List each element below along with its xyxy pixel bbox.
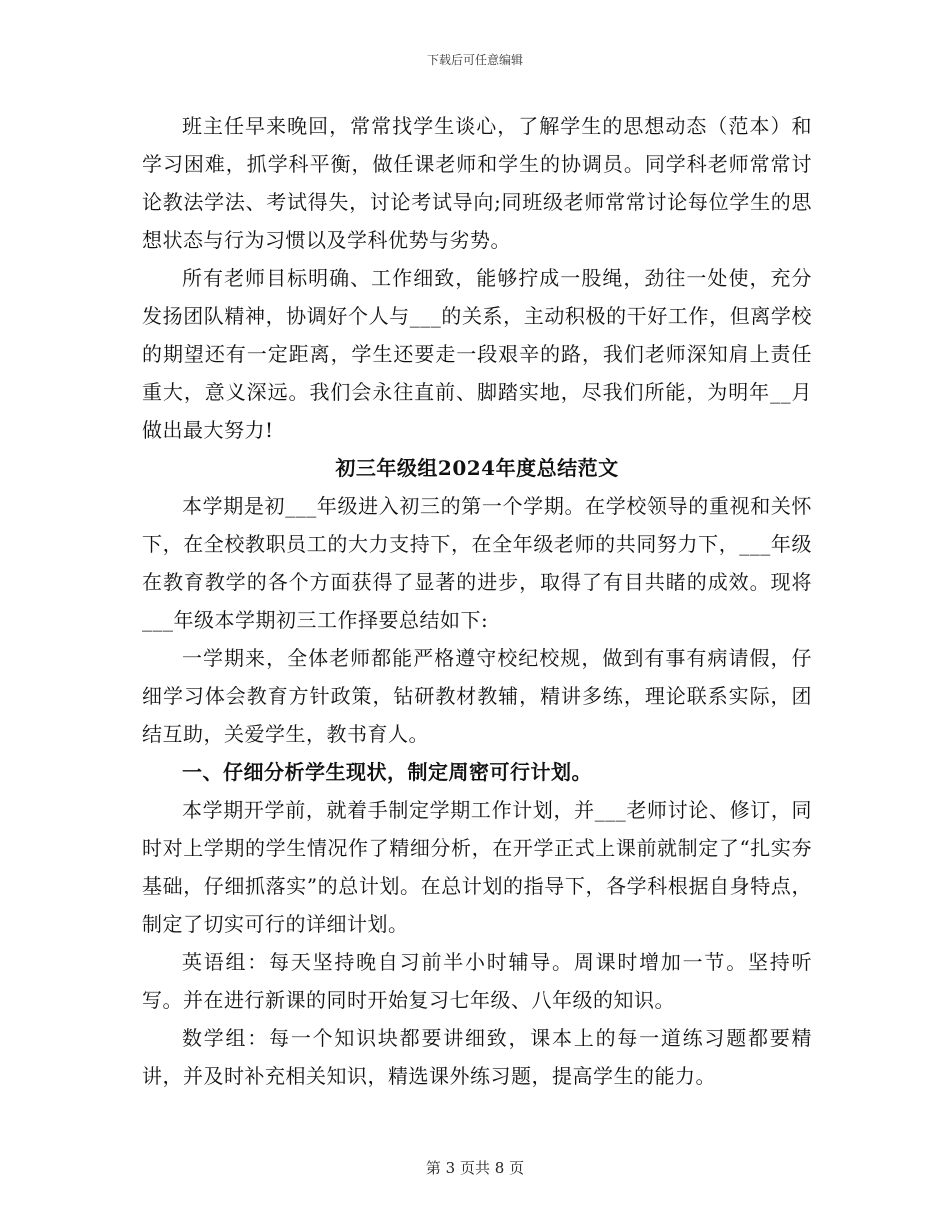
document-body [142,107,812,1095]
paragraph-plan: 本学期开学前，就着手制定学期工作计划，并___老师讨论、修订，同时对上学期的学生情况作了精细分析，在开学正式上课前就制定了“扎实夯基础，仔细抓落实”的总计划。在总计划的指导下，各学科根据自身特点，制定了切实可行的详细计划。 [142,798,812,936]
page-header: 下载后可任意编辑 [426,53,523,67]
paragraph-head-teacher: 班主任早来晚回，常常找学生谈心，了解学生的思想动态（范本）和学习困难，抓学科平衡，做任课老师和学生的协调员。同学科老师常常讨论教法学法、考试得失，讨论考试导向;同班级老师常常讨论每位学生的思想状态与行为习惯以及学科优势与劣势。 [142,114,812,252]
paragraph-teamwork: 所有老师目标明确、工作细致，能够拧成一股绳，劲往一处使，充分发扬团队精神，协调好个人与___的关系，主动积极的干好工作，但离学校的期望还有一定距离，学生还要走一段艰辛的路，我们老师深知肩上责任重大，意义深远。我们会永往直前、脚踏实地，尽我们所能，为明年__月做出最大努力! [142,266,812,442]
page-number: 第 3 页共 8 页 [425,1159,525,1177]
paragraph-discipline: 一学期来，全体老师都能严格遵守校纪校规，做到有事有病请假，仔细学习体会教育方针政策，钻研教材教辅，精讲多练，理论联系实际，团结互助，关爱学生，教书育人。 [142,646,812,746]
paragraph-intro: 本学期是初___年级进入初三的第一个学期。在学校领导的重视和关怀下，在全校教职员工的大力支持下，在全年级老师的共同努力下，___年级在教育教学的各个方面获得了显著的进步，取得了有目共睹的成效。现将___年级本学期初三工作择要总结如下: [142,494,812,632]
section-heading-1: 一、仔细分析学生现状，制定周密可行计划。 [182,760,592,784]
document-title: 初三年级组2024年度总结范文 [335,456,619,480]
paragraph-math-group: 数学组：每一个知识块都要讲细致，课本上的每一道练习题都要精讲，并及时补充相关知识，精选课外练习题，提高学生的能力。 [142,1026,812,1088]
paragraph-english-group: 英语组：每天坚持晚自习前半小时辅导。周课时增加一节。坚持听写。并在进行新课的同时开始复习七年级、八年级的知识。 [142,950,812,1012]
